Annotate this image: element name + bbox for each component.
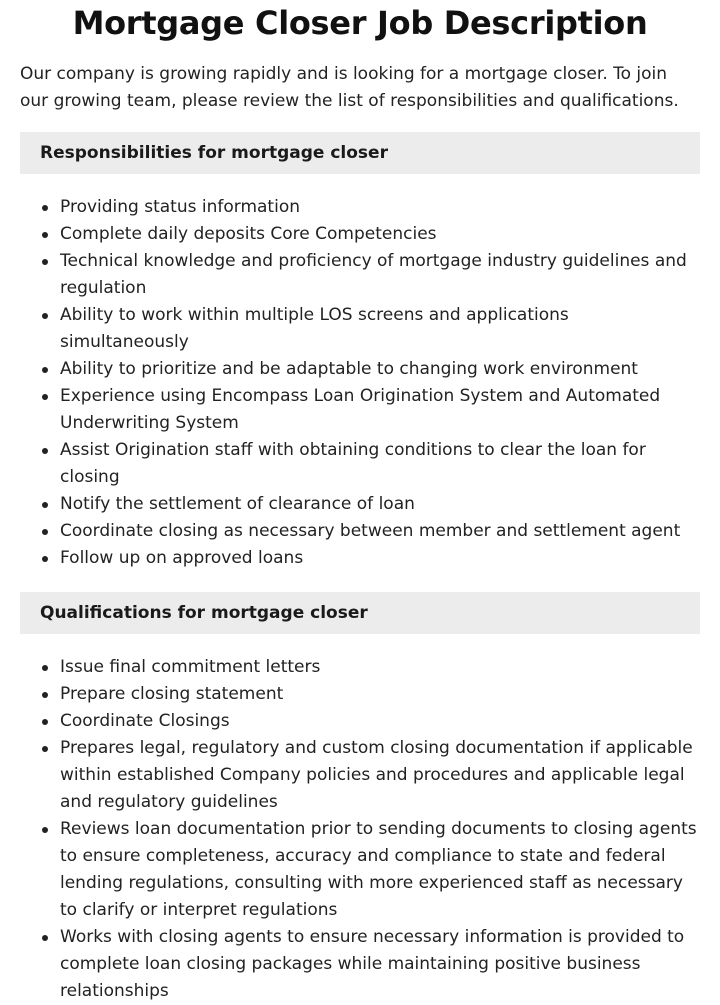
list-item-text: Reviews loan documentation prior to sending documents to closing agents to ensure completeness, accuracy and compliance to state and federal lending regulations, consulting with more experienced staff as necessary to clarify or interpret regulations (60, 819, 697, 920)
list-item (20, 194, 700, 221)
bullet-icon (42, 367, 48, 373)
bullet-icon (42, 205, 48, 211)
list-item (20, 924, 700, 1005)
list-item-text: Prepares legal, regulatory and custom closing documentation if applicable within established Company policies and procedures and applicable legal and regulatory guidelines (60, 738, 693, 812)
list-item-text: Complete daily deposits Core Competencies (60, 224, 437, 244)
list-item (20, 491, 700, 518)
bullet-icon (42, 448, 48, 454)
list-item-text: Ability to work within multiple LOS screens and applications simultaneously (60, 305, 569, 352)
responsibilities-heading: Responsibilities for mortgage closer (20, 132, 700, 174)
list-item-text: Follow up on approved loans (60, 548, 304, 568)
bullet-icon (42, 394, 48, 400)
list-item-text: Experience using Encompass Loan Origination System and Automated Underwriting System (60, 386, 661, 433)
list-item (20, 735, 700, 816)
list-item (20, 248, 700, 302)
list-item (20, 708, 700, 735)
qualifications-list (20, 654, 700, 1005)
list-item-text: Technical knowledge and proficiency of mortgage industry guidelines and regulation (60, 251, 687, 298)
bullet-icon (42, 259, 48, 265)
bullet-icon (42, 232, 48, 238)
list-item-text: Prepare closing statement (60, 684, 284, 704)
list-item (20, 681, 700, 708)
list-item (20, 302, 700, 356)
responsibilities-list (20, 194, 700, 572)
list-item (20, 545, 700, 572)
bullet-icon (42, 692, 48, 698)
list-item-text: Coordinate closing as necessary between member and settlement agent (60, 521, 681, 541)
list-item-text: Works with closing agents to ensure necessary information is provided to complete loan closing packages while maintaining positive business relationships (60, 927, 685, 1001)
bullet-icon (42, 827, 48, 833)
bullet-icon (42, 665, 48, 671)
bullet-icon (42, 935, 48, 941)
list-item (20, 654, 700, 681)
bullet-icon (42, 719, 48, 725)
list-item (20, 437, 700, 491)
list-item-text: Issue final commitment letters (60, 657, 321, 677)
qualifications-heading: Qualifications for mortgage closer (20, 592, 700, 634)
list-item-text: Assist Origination staff with obtaining conditions to clear the loan for closing (60, 440, 646, 487)
list-item-text: Providing status information (60, 197, 300, 217)
intro-paragraph: Our company is growing rapidly and is looking for a mortgage closer. To join our growing team, please review the list of responsibilities and qualifications. (20, 64, 679, 111)
list-item (20, 383, 700, 437)
bullet-icon (42, 313, 48, 319)
list-item (20, 221, 700, 248)
list-item (20, 816, 700, 924)
page-title: Mortgage Closer Job Description (72, 4, 648, 42)
bullet-icon (42, 502, 48, 508)
list-item-text: Ability to prioritize and be adaptable to changing work environment (60, 359, 638, 379)
list-item (20, 518, 700, 545)
list-item-text: Notify the settlement of clearance of loan (60, 494, 415, 514)
list-item (20, 356, 700, 383)
list-item-text: Coordinate Closings (60, 711, 230, 731)
bullet-icon (42, 556, 48, 562)
bullet-icon (42, 529, 48, 535)
bullet-icon (42, 746, 48, 752)
